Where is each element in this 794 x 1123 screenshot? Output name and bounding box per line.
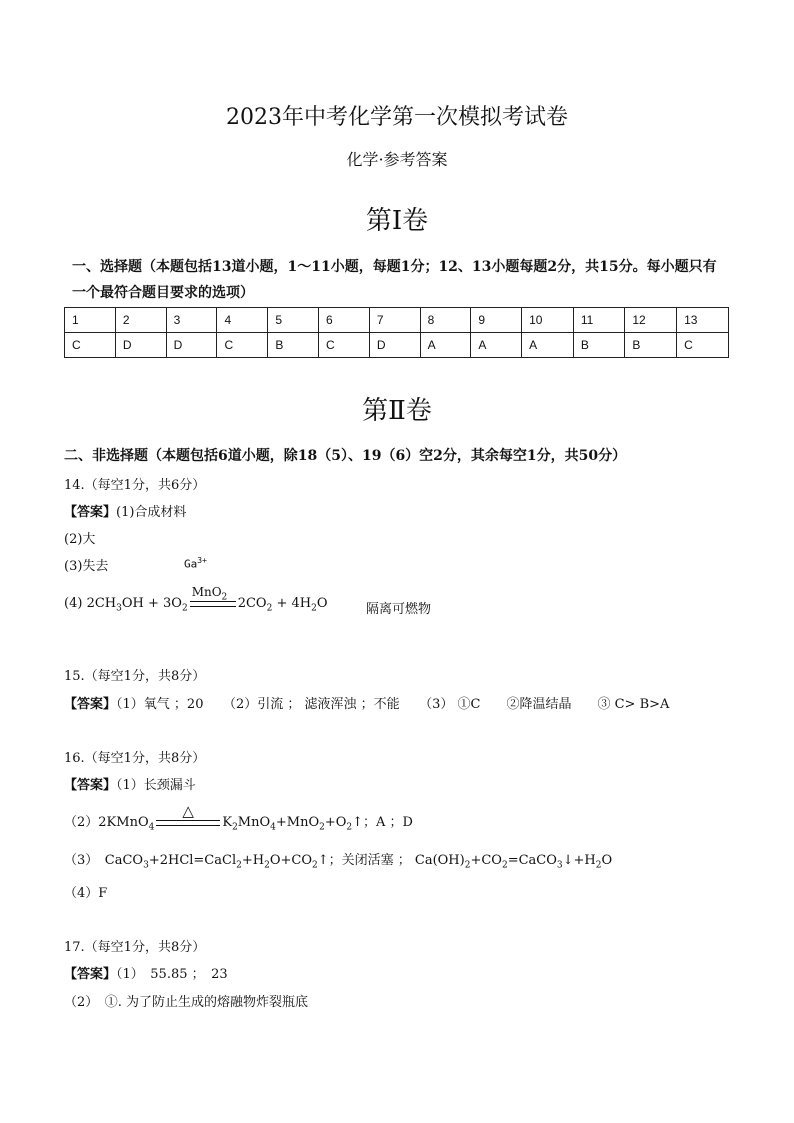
- q15-answer: [64, 693, 669, 712]
- section-two-title: 二、非选择题（本题包括6道小题，除18（5）、19（6）空2分，其余每空1分，共50分）: [64, 448, 627, 464]
- q14-eq-arrow: MnO$_2$: [190, 601, 236, 607]
- q16-answer-1: [64, 774, 196, 793]
- answer-cell: A: [420, 333, 471, 358]
- q16-a3-p8: ↓+H: [562, 853, 596, 868]
- q14-eq-lhs-2: OH + 3O: [121, 596, 182, 611]
- q14-eq-rhs-2: + 4H: [272, 596, 312, 611]
- question-number-cell: 7: [369, 308, 420, 333]
- q17-header: 17.（每空1分，共8分）: [64, 940, 206, 955]
- question-number-cell: 10: [522, 308, 574, 333]
- q14-answer-1-text: (1)合成材料: [116, 505, 187, 520]
- q16-a3-p4: O+CO: [269, 853, 312, 868]
- answer-cell: D: [369, 333, 420, 358]
- question-number-cell: 4: [217, 308, 268, 333]
- q16-answer-4: （4）F: [64, 886, 108, 901]
- q17-answer-1: [64, 963, 228, 982]
- answer-cell: A: [522, 333, 574, 358]
- q14-answer-1: [64, 501, 186, 520]
- part-one-heading: 第Ⅰ卷: [365, 206, 429, 236]
- q14-answer-4-prefix: (4): [64, 596, 83, 611]
- question-number-cell: 3: [166, 308, 217, 333]
- answer-cell: B: [573, 333, 625, 358]
- q16-a3-p7: =CaCO: [507, 853, 557, 868]
- q15-answer-text: （1）氧气 ；20 （2）引流 ； 滤液浑浊 ；不能 （3） ①C ②降温结晶 ③ C> B>A: [116, 697, 670, 712]
- q16-answer-1-text: （1）长颈漏斗: [116, 778, 196, 793]
- q14-answer-3: (3)失去: [64, 559, 109, 574]
- answer-cell: D: [115, 333, 166, 358]
- q16-a3-p3: +H: [241, 853, 265, 868]
- heat-symbol: △: [182, 801, 194, 820]
- q14-eq-rhs-3: O: [316, 596, 328, 611]
- exam-subtitle: 化学·参考答案: [346, 150, 448, 169]
- section-one-title-line1: 一、选择题（本题包括13道小题，1～11小题，每题1分；12、13小题每题2分，共15分。每小题只有: [72, 259, 717, 275]
- answer-cell: B: [268, 333, 319, 358]
- part-two-heading: 第Ⅱ卷: [362, 396, 432, 426]
- q17-answer-2: （2） ①. 为了防止生成的熔融物炸裂瓶底: [64, 995, 309, 1010]
- answer-tag: 【答案】: [64, 778, 117, 793]
- question-number-cell: 6: [319, 308, 370, 333]
- question-number-cell: 1: [65, 308, 116, 333]
- q16-eq-rhs-a: K: [222, 815, 233, 830]
- q16-answer-2: （2）2KMnO$_4$ △ $K_2MnO_4+MnO_2+O_2↑$；A ；D: [64, 801, 413, 833]
- q16-a3-p6: +CO: [470, 853, 502, 868]
- q14-header: 14.（每空1分，共6分）: [64, 478, 206, 493]
- q14-answer-4-extra: 隔离可燃物: [366, 602, 432, 617]
- q14-ion-symbol: Ga: [184, 557, 198, 571]
- q16-a3-p9: O: [601, 853, 613, 868]
- question-number-cell: 5: [268, 308, 319, 333]
- exam-title: 2023年中考化学第一次模拟考试卷: [226, 105, 568, 130]
- q17-answer-1-text: （1） 55.85 ； 23: [116, 967, 228, 982]
- q14-eq-rhs-1: 2CO: [237, 596, 267, 611]
- q16-eq-rhs-e: ↑；A ；D: [352, 815, 413, 830]
- question-number-cell: 2: [115, 308, 166, 333]
- q16-eq-lhs: （2）2KMnO: [64, 815, 149, 830]
- q14-answer-2: (2)大: [64, 532, 96, 547]
- q15-header: 15.（每空1分，共8分）: [64, 669, 206, 684]
- q14-answer-4: (4) $2CH_3OH + 3O_2$ MnO$_2$ $2CO_2 + 4H_2O$: [64, 584, 328, 614]
- question-number-cell: 9: [471, 308, 522, 333]
- question-number-cell: 11: [573, 308, 625, 333]
- question-number-cell: 12: [625, 308, 677, 333]
- answer-tag: 【答案】: [64, 967, 117, 982]
- q16-a3-p2: +2HCl=CaCl: [148, 853, 237, 868]
- question-number-cell: 8: [420, 308, 471, 333]
- q16-answer-3: （3） $CaCO_3+2HCl=CaCl_2+H_2O+CO_2↑$；关闭活塞 ； $Ca(OH)_2+CO_2=CaCO_3↓+H_2O$: [64, 853, 613, 871]
- q16-eq-rhs-c: +MnO: [275, 815, 320, 830]
- answer-cell: C: [319, 333, 370, 358]
- question-number-cell: 13: [677, 308, 729, 333]
- answer-cell: C: [65, 333, 116, 358]
- answer-table: [64, 307, 729, 358]
- q16-header: 16.（每空1分，共8分）: [64, 751, 206, 766]
- q16-a3-p5: ↑；关闭活塞 ； Ca(OH): [317, 853, 465, 868]
- q14-ion-charge: 3+: [197, 556, 207, 565]
- answer-tag: 【答案】: [64, 697, 117, 712]
- answer-tag: 【答案】: [64, 505, 117, 520]
- answer-cell: A: [471, 333, 522, 358]
- q16-eq-rhs-d: +O: [324, 815, 347, 830]
- q16-eq-rhs-b: MnO: [237, 815, 271, 830]
- answer-table-number-row: [65, 308, 729, 333]
- section-one-title-line2: 一个最符合题目要求的选项）: [72, 285, 254, 301]
- q16-a3-p1: （3） CaCO: [64, 853, 144, 868]
- answer-table-answer-row: [65, 333, 729, 358]
- answer-cell: C: [217, 333, 268, 358]
- q14-eq-lhs-1: 2CH: [86, 596, 117, 611]
- answer-cell: D: [166, 333, 217, 358]
- q14-eq-catalyst: MnO: [191, 584, 222, 599]
- q14-ion: [184, 556, 207, 571]
- answer-cell: C: [677, 333, 729, 358]
- answer-cell: B: [625, 333, 677, 358]
- q16-eq-arrow: [156, 801, 220, 826]
